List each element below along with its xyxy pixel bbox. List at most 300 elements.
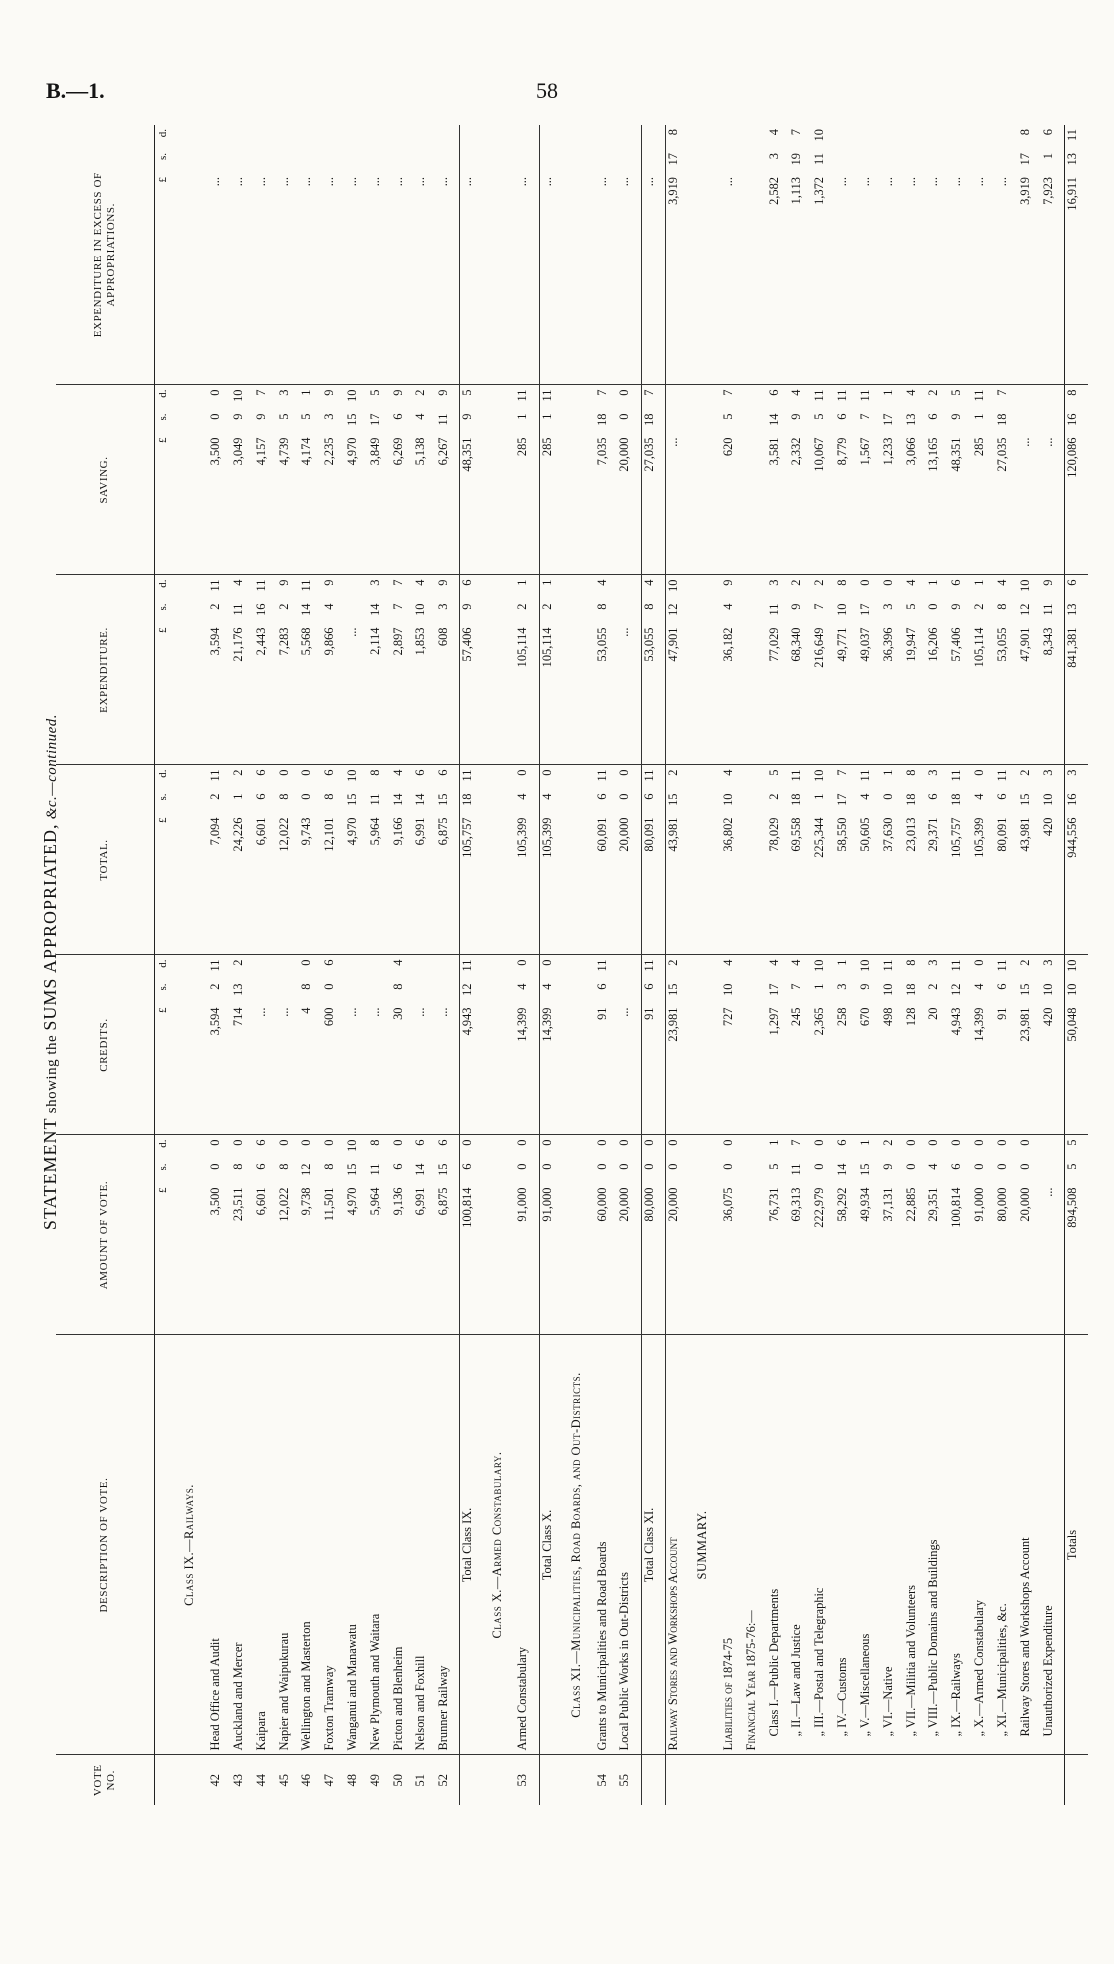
amount-value (858, 1140, 873, 1331)
pence (540, 129, 555, 151)
pounds: 76,731 (766, 1187, 781, 1222)
shillings: 6 (594, 793, 609, 800)
cell-amount (617, 1135, 641, 1335)
cell-saving (345, 385, 368, 575)
total-value (858, 770, 873, 951)
pounds: 4,157 (253, 437, 268, 466)
vote-no (789, 1755, 812, 1805)
cell-saving (926, 385, 949, 575)
cell-saving (617, 385, 641, 575)
pounds: ... (230, 177, 245, 187)
total-value (540, 770, 555, 951)
pounds: 9,166 (390, 817, 405, 846)
total-value (515, 770, 530, 951)
cell-total (926, 765, 949, 955)
shillings: 2 (515, 603, 530, 610)
pence: 6 (949, 579, 964, 586)
shillings (617, 153, 632, 175)
shillings (595, 153, 610, 175)
pounds: ... (322, 177, 337, 187)
pence (231, 129, 246, 151)
pence: 8 (1064, 389, 1079, 396)
pounds: ... (994, 177, 1009, 187)
pounds: 58,292 (835, 1187, 850, 1222)
pounds: 3,594 (208, 1007, 223, 1036)
total-value (368, 770, 383, 951)
pence: 1 (835, 959, 850, 966)
summary-row (926, 125, 949, 1805)
shillings: 15 (1017, 793, 1032, 806)
shillings: 4 (857, 793, 872, 800)
summary-row (881, 125, 904, 1805)
shillings: 6 (460, 1163, 475, 1170)
expenditure-value (254, 580, 269, 761)
cell-excess (744, 125, 767, 385)
shillings: 6 (390, 413, 405, 420)
shillings (617, 604, 632, 626)
pounds: 9,136 (390, 1187, 405, 1216)
pence: 1 (857, 1139, 872, 1146)
cell-credits (413, 955, 436, 1135)
appropriations-table-wrapper (56, 125, 1088, 1805)
expenditure-value (789, 580, 804, 761)
page-number: 58 (536, 78, 558, 103)
pounds: 91,000 (515, 1187, 530, 1222)
units-saving (154, 385, 176, 575)
cell-saving (231, 385, 254, 575)
cell-excess (926, 125, 949, 385)
vote-no (689, 1755, 721, 1805)
amount-value (881, 1140, 896, 1331)
expenditure-value (368, 580, 383, 761)
saving-value (949, 390, 964, 571)
cell-total (254, 765, 277, 955)
shillings (858, 153, 873, 175)
pounds: 5,138 (413, 437, 428, 466)
amount-value (391, 1140, 406, 1331)
cell-amount (1018, 1135, 1041, 1335)
pounds: 3,594 (208, 627, 223, 656)
excess-value (595, 129, 610, 381)
pounds: ... (720, 177, 735, 187)
amount-value (972, 1140, 987, 1331)
saving-value (642, 390, 657, 571)
cell-excess (299, 125, 322, 385)
appropriations-table (56, 125, 1088, 1805)
vote-no (1064, 1755, 1088, 1805)
cell-saving (858, 385, 881, 575)
total-value (231, 770, 246, 951)
shillings (460, 153, 475, 175)
expenditure-value (642, 580, 657, 761)
expenditure-value (436, 580, 451, 761)
pence: 1 (880, 769, 895, 776)
shillings: 6 (949, 1163, 964, 1170)
cell-expenditure (322, 575, 345, 765)
units (157, 770, 169, 951)
cell-total (641, 765, 665, 955)
shillings: 4 (539, 983, 554, 990)
pounds: 53,055 (594, 627, 609, 662)
pounds: 3,066 (903, 437, 918, 466)
cell-total (949, 765, 972, 955)
credits-value (208, 960, 223, 1131)
liabilities-row (721, 125, 744, 1805)
pounds: 29,351 (926, 1187, 941, 1222)
credits-value (926, 960, 941, 1131)
empty-cell (484, 575, 516, 765)
units-row (154, 125, 176, 1805)
shillings: 18 (903, 793, 918, 806)
pounds: 9,738 (299, 1187, 314, 1216)
pence: 8 (903, 769, 918, 776)
pounds: 7,283 (276, 627, 291, 656)
shillings: 0 (880, 793, 895, 800)
pounds: 285 (515, 437, 530, 457)
pence (345, 960, 360, 982)
amount-value (666, 1140, 681, 1331)
total-value (1065, 770, 1080, 951)
cell-credits (460, 955, 484, 1135)
pence: 1 (299, 389, 314, 396)
expenditure-value (812, 580, 827, 761)
cell-amount (949, 1135, 972, 1335)
pence: 11 (994, 769, 1009, 782)
cell-expenditure (767, 575, 790, 765)
pounds: ... (617, 177, 632, 187)
units-amount (154, 1135, 176, 1335)
expenditure-value (1065, 580, 1080, 761)
pence: 0 (539, 959, 554, 966)
cell-credits (995, 955, 1018, 1135)
pounds: 6,991 (413, 1187, 428, 1216)
credits-value (858, 960, 873, 1131)
excess-value (515, 129, 530, 381)
pence: 4 (720, 959, 735, 966)
shillings: 6 (594, 983, 609, 990)
credits-value (721, 960, 736, 1131)
pence: 0 (1017, 1139, 1032, 1146)
pence: 1 (926, 579, 941, 586)
col-credits: CREDITS. (56, 955, 154, 1135)
cell-excess (368, 125, 391, 385)
cell-saving (665, 385, 689, 575)
pounds: 77,029 (766, 627, 781, 662)
pounds: ... (345, 627, 359, 637)
pence: 5 (949, 389, 964, 396)
pence: 11 (1064, 129, 1079, 141)
vote-no (767, 1755, 790, 1805)
expenditure-value (767, 580, 782, 761)
vote-no (926, 1755, 949, 1805)
summary-row (835, 125, 858, 1805)
col-amount: AMOUNT OF VOTE. (56, 1135, 154, 1335)
description: Brunner Railway (436, 1335, 460, 1755)
shillings (926, 153, 941, 175)
pence: 2 (926, 389, 941, 396)
cell-amount (208, 1135, 231, 1335)
cell-credits (299, 955, 322, 1135)
pounds: 48,351 (949, 437, 964, 472)
pounds: 6,991 (413, 817, 428, 846)
pounds: ... (436, 1007, 451, 1017)
vote-no (858, 1755, 881, 1805)
empty-cell (484, 1135, 516, 1335)
saving-value (413, 390, 428, 571)
shillings (617, 984, 632, 1006)
pence (413, 960, 428, 982)
cell-amount (322, 1135, 345, 1335)
pounds: 2,365 (812, 1007, 827, 1036)
shillings: 9 (880, 1163, 895, 1170)
pounds: ... (276, 1007, 291, 1017)
cell-credits (391, 955, 414, 1135)
unit-shillings: s. (156, 983, 169, 991)
pence: 7 (789, 129, 804, 136)
pence: 4 (766, 959, 781, 966)
table-body (154, 125, 1088, 1805)
pounds: ... (539, 177, 554, 187)
shillings: 2 (926, 983, 941, 990)
saving-value (972, 390, 987, 571)
pounds: 2,897 (390, 627, 405, 656)
vote-no: 43 (231, 1755, 254, 1805)
pence: 9 (322, 389, 337, 396)
vote-no: 54 (595, 1755, 618, 1805)
cell-excess (641, 125, 665, 385)
excess-value (413, 129, 428, 381)
saving-value (1065, 390, 1080, 571)
empty-cell (563, 385, 595, 575)
pence: 6 (253, 769, 268, 776)
pounds: 21,176 (230, 627, 245, 662)
vote-no (1041, 1755, 1065, 1805)
shillings (231, 153, 246, 175)
description: Foxton Tramway (322, 1335, 345, 1755)
pence: 0 (515, 1139, 530, 1146)
cell-credits (345, 955, 368, 1135)
cell-total (391, 765, 414, 955)
cell-credits (208, 955, 231, 1135)
unit-pence: d. (156, 959, 169, 968)
shillings: 18 (903, 983, 918, 996)
cell-excess (949, 125, 972, 385)
pence: 7 (253, 389, 268, 396)
pounds: 894,508 (1064, 1187, 1079, 1228)
cell-excess (231, 125, 254, 385)
cell-excess (277, 125, 300, 385)
excess-value (642, 129, 657, 381)
shillings: 5 (812, 413, 827, 420)
shillings: 6 (253, 1163, 268, 1170)
shillings: 18 (460, 793, 475, 806)
pounds: 48,351 (460, 437, 475, 472)
shillings: 5 (720, 413, 735, 420)
pence: 0 (617, 389, 632, 396)
expenditure-value (231, 580, 246, 761)
pounds: 2,114 (367, 627, 382, 655)
units-excess (154, 125, 176, 385)
section-title-row (563, 125, 595, 1805)
shillings: 13 (903, 413, 918, 426)
pounds: 60,000 (594, 1187, 609, 1222)
pence: 7 (994, 389, 1009, 396)
pounds: 841,381 (1064, 627, 1079, 668)
shillings: 6 (835, 413, 850, 420)
vote-no (744, 1755, 767, 1805)
pounds: 3,919 (665, 177, 680, 205)
pence: 8 (665, 129, 680, 136)
shillings (345, 153, 360, 175)
vote-no (176, 1755, 208, 1805)
shillings: 0 (665, 1163, 680, 1170)
cell-excess (812, 125, 835, 385)
table-row (231, 125, 254, 1805)
shillings: 8 (276, 793, 291, 800)
empty-cell (563, 955, 595, 1135)
credits-value (322, 960, 337, 1131)
saving-value (767, 390, 782, 571)
excess-value (904, 129, 919, 381)
pounds: 57,406 (460, 627, 475, 662)
pence: 6 (835, 1139, 850, 1146)
expenditure-value (617, 580, 632, 761)
pence: 11 (949, 769, 964, 782)
shillings (1041, 1164, 1056, 1186)
excess-value (881, 129, 896, 381)
shillings: 15 (345, 793, 359, 806)
pounds: 47,901 (1017, 627, 1032, 662)
shillings: 3 (766, 153, 781, 160)
pence: 9 (436, 579, 451, 586)
saving-value (595, 390, 610, 571)
document-reference: B.—1. (46, 78, 105, 103)
total-value (617, 770, 632, 951)
units (157, 129, 169, 381)
cell-excess (413, 125, 436, 385)
cell-credits (539, 955, 563, 1135)
pence: 11 (789, 769, 804, 782)
pounds: 2,332 (789, 437, 804, 466)
pounds: ... (949, 177, 964, 187)
expenditure-value (904, 580, 919, 761)
credits-value (642, 960, 657, 1131)
pence (642, 129, 657, 151)
pounds: ... (903, 177, 918, 187)
pence: 7 (789, 1139, 804, 1146)
pounds: 2,443 (253, 627, 268, 656)
shillings: 7 (789, 983, 804, 990)
shillings: 5 (766, 1163, 781, 1170)
cell-amount (515, 1135, 539, 1335)
shillings (277, 153, 292, 175)
shillings: 9 (949, 603, 964, 610)
pence: 11 (594, 959, 609, 972)
pence: 6 (766, 389, 781, 396)
vote-no: 50 (391, 1755, 414, 1805)
total-value (322, 770, 337, 951)
pounds: 22,885 (903, 1187, 918, 1222)
cell-credits (789, 955, 812, 1135)
empty-cell (176, 125, 208, 385)
shillings: 18 (594, 413, 609, 426)
pounds: ... (617, 1007, 632, 1017)
shillings: 5 (299, 413, 314, 420)
pounds: 80,000 (641, 1187, 656, 1222)
cell-amount (789, 1135, 812, 1335)
pence (368, 960, 383, 982)
shillings: 15 (857, 1163, 872, 1176)
description: „ VI.—Native (881, 1335, 904, 1755)
cell-saving (277, 385, 300, 575)
credits-value (949, 960, 964, 1131)
shillings: 18 (789, 793, 804, 806)
pence: 11 (994, 959, 1009, 972)
credits-value (835, 960, 850, 1131)
pounds: 3,049 (230, 437, 245, 466)
cell-expenditure (345, 575, 368, 765)
shillings: 15 (436, 1163, 451, 1176)
description: „ III.—Postal and Telegraphic (812, 1335, 835, 1755)
pounds: 285 (972, 437, 987, 457)
shillings (277, 984, 292, 1006)
pence: 6 (436, 1139, 451, 1146)
cell-total (665, 765, 689, 955)
shillings: 0 (539, 1163, 554, 1170)
cell-credits (641, 955, 665, 1135)
shillings: 2 (208, 983, 223, 990)
pounds: 105,114 (972, 627, 987, 668)
section-title: Class IX.—Railways. (176, 1335, 208, 1755)
shillings: 14 (835, 1163, 850, 1176)
pounds: 105,114 (539, 627, 554, 668)
pence (721, 129, 736, 151)
shillings: 13 (1064, 153, 1079, 166)
shillings: 6 (926, 413, 941, 420)
pounds: 5,568 (299, 627, 314, 656)
shillings: 16 (1064, 413, 1079, 426)
pence: 3 (276, 389, 291, 396)
pounds: 69,313 (789, 1187, 804, 1222)
units (157, 1140, 169, 1331)
units (157, 960, 169, 1131)
pounds: ... (413, 1007, 428, 1017)
units (157, 580, 169, 761)
cell-saving (812, 385, 835, 575)
amount-value (208, 1140, 223, 1331)
shillings: 0 (617, 413, 632, 420)
shillings: 6 (641, 793, 656, 800)
shillings (904, 153, 919, 175)
pounds: 8,343 (1040, 627, 1055, 656)
cell-saving (368, 385, 391, 575)
pounds: 80,091 (641, 817, 656, 852)
shillings: 4 (515, 983, 530, 990)
total-value (460, 770, 475, 951)
pence: 3 (1040, 959, 1055, 966)
shillings: 0 (515, 1163, 530, 1170)
amount-value (949, 1140, 964, 1331)
shillings: 0 (1017, 1163, 1032, 1170)
shillings: 14 (299, 603, 314, 616)
expenditure-value (926, 580, 941, 761)
cell-excess (904, 125, 927, 385)
cell-excess (208, 125, 231, 385)
description: Head Office and Audit (208, 1335, 231, 1755)
pence: 4 (641, 579, 656, 586)
pence: 3 (766, 579, 781, 586)
shillings: 4 (926, 1163, 941, 1170)
